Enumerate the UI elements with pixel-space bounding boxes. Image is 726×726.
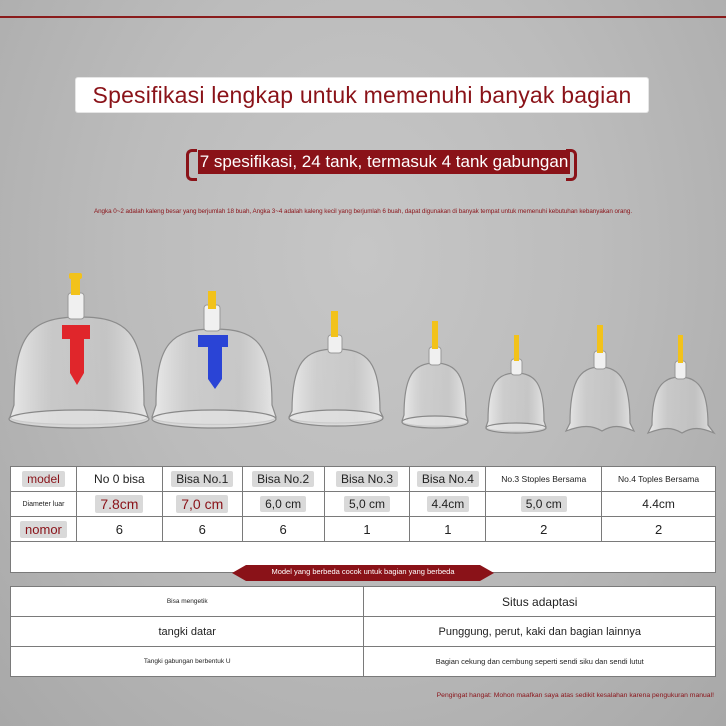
table-row-count — [11, 517, 716, 542]
diameter-cell — [410, 492, 486, 517]
model-cell — [162, 467, 242, 492]
chip-model-4: Bisa No.4 — [417, 471, 479, 487]
diameter-cell — [76, 492, 162, 517]
chip-diameter-2: 6,0 cm — [260, 496, 306, 512]
count-cell: 2 — [486, 517, 602, 542]
adapt-type-u: Tangki gabungan berbentuk U — [11, 647, 364, 677]
chip-diameter-1: 7,0 cm — [176, 495, 228, 513]
model-cell: No.4 Toples Bersama — [602, 467, 716, 492]
chip-diameter-0: 7.8cm — [95, 495, 143, 513]
count-cell: 2 — [602, 517, 716, 542]
specification-table — [10, 466, 716, 573]
model-cell: No 0 bisa — [76, 467, 162, 492]
chip-count: nomor — [20, 521, 67, 538]
adapt-sites-flat: Punggung, perut, kaki dan bagian lainnya — [364, 617, 716, 647]
adapt-head-sites: Situs adaptasi — [364, 587, 716, 617]
count-cell: 6 — [242, 517, 324, 542]
cup-no1 — [152, 291, 276, 428]
row-label-model — [11, 467, 77, 492]
table-row-model — [11, 467, 716, 492]
table-row-diameter — [11, 492, 716, 517]
model-cell — [410, 467, 486, 492]
adapt-sites-u: Bagian cekung dan cembung seperti sendi siku dan sendi lutut — [364, 647, 716, 677]
chip-model: model — [22, 471, 65, 487]
top-divider-line — [0, 16, 726, 18]
adapt-head-type: Bisa mengetik — [11, 587, 364, 617]
adaptation-table — [10, 586, 716, 677]
chip-model-1: Bisa No.1 — [171, 471, 233, 487]
cup-no2 — [289, 311, 383, 426]
diameter-cell: 4.4cm — [602, 492, 716, 517]
diameter-cell — [324, 492, 410, 517]
bracket-right — [566, 149, 577, 181]
count-cell: 6 — [76, 517, 162, 542]
cups-illustration — [0, 265, 726, 465]
diameter-cell — [162, 492, 242, 517]
chip-model-3: Bisa No.3 — [336, 471, 398, 487]
count-cell: 6 — [162, 517, 242, 542]
cupping-cups-photo — [0, 265, 726, 465]
chip-diameter-3: 5,0 cm — [344, 496, 390, 512]
count-cell: 1 — [410, 517, 486, 542]
chip-diameter-4: 4.4cm — [427, 496, 470, 512]
diameter-cell — [486, 492, 602, 517]
adapt-row-u — [11, 647, 716, 677]
adapt-type-flat: tangki datar — [11, 617, 364, 647]
chip-model-2: Bisa No.2 — [252, 471, 314, 487]
count-cell: 1 — [324, 517, 410, 542]
cup-u-no3 — [566, 325, 634, 431]
cup-no3 — [402, 321, 468, 428]
banner-text: Model yang berbeda cocok untuk bagian yang berbeda — [271, 567, 455, 576]
model-cell — [324, 467, 410, 492]
chip-diameter-5: 5,0 cm — [521, 496, 567, 512]
cup-no4 — [486, 335, 546, 433]
model-cell: No.3 Stoples Bersama — [486, 467, 602, 492]
measurement-warning: Pengingat hangat: Mohon maafkan saya atas sedikit kesalahan karena pengukuran manual! — [436, 692, 714, 699]
adapt-header-row — [11, 587, 716, 617]
bracket-left — [186, 149, 197, 181]
adapt-row-flat — [11, 617, 716, 647]
model-cell — [242, 467, 324, 492]
adaptation-banner — [232, 562, 494, 584]
diameter-cell — [242, 492, 324, 517]
spec-line: 7 spesifikasi, 24 tank, termasuk 4 tank gabungan — [198, 150, 570, 174]
page-title: Spesifikasi lengkap untuk memenuhi banyak bagian — [76, 78, 648, 112]
cup-no0 — [9, 273, 149, 428]
description-note: Angka 0~2 adalah kaleng besar yang berjumlah 18 buah, Angka 3~4 adalah kaleng kecil yang berjumlah 6 buah, dapat digunakan di banyak tempat untuk memenuhi kebutuhan kebanyakan orang. — [93, 208, 633, 215]
row-label-diameter: Diameter luar — [11, 492, 77, 517]
row-label-count — [11, 517, 77, 542]
cup-u-no4 — [648, 335, 714, 433]
